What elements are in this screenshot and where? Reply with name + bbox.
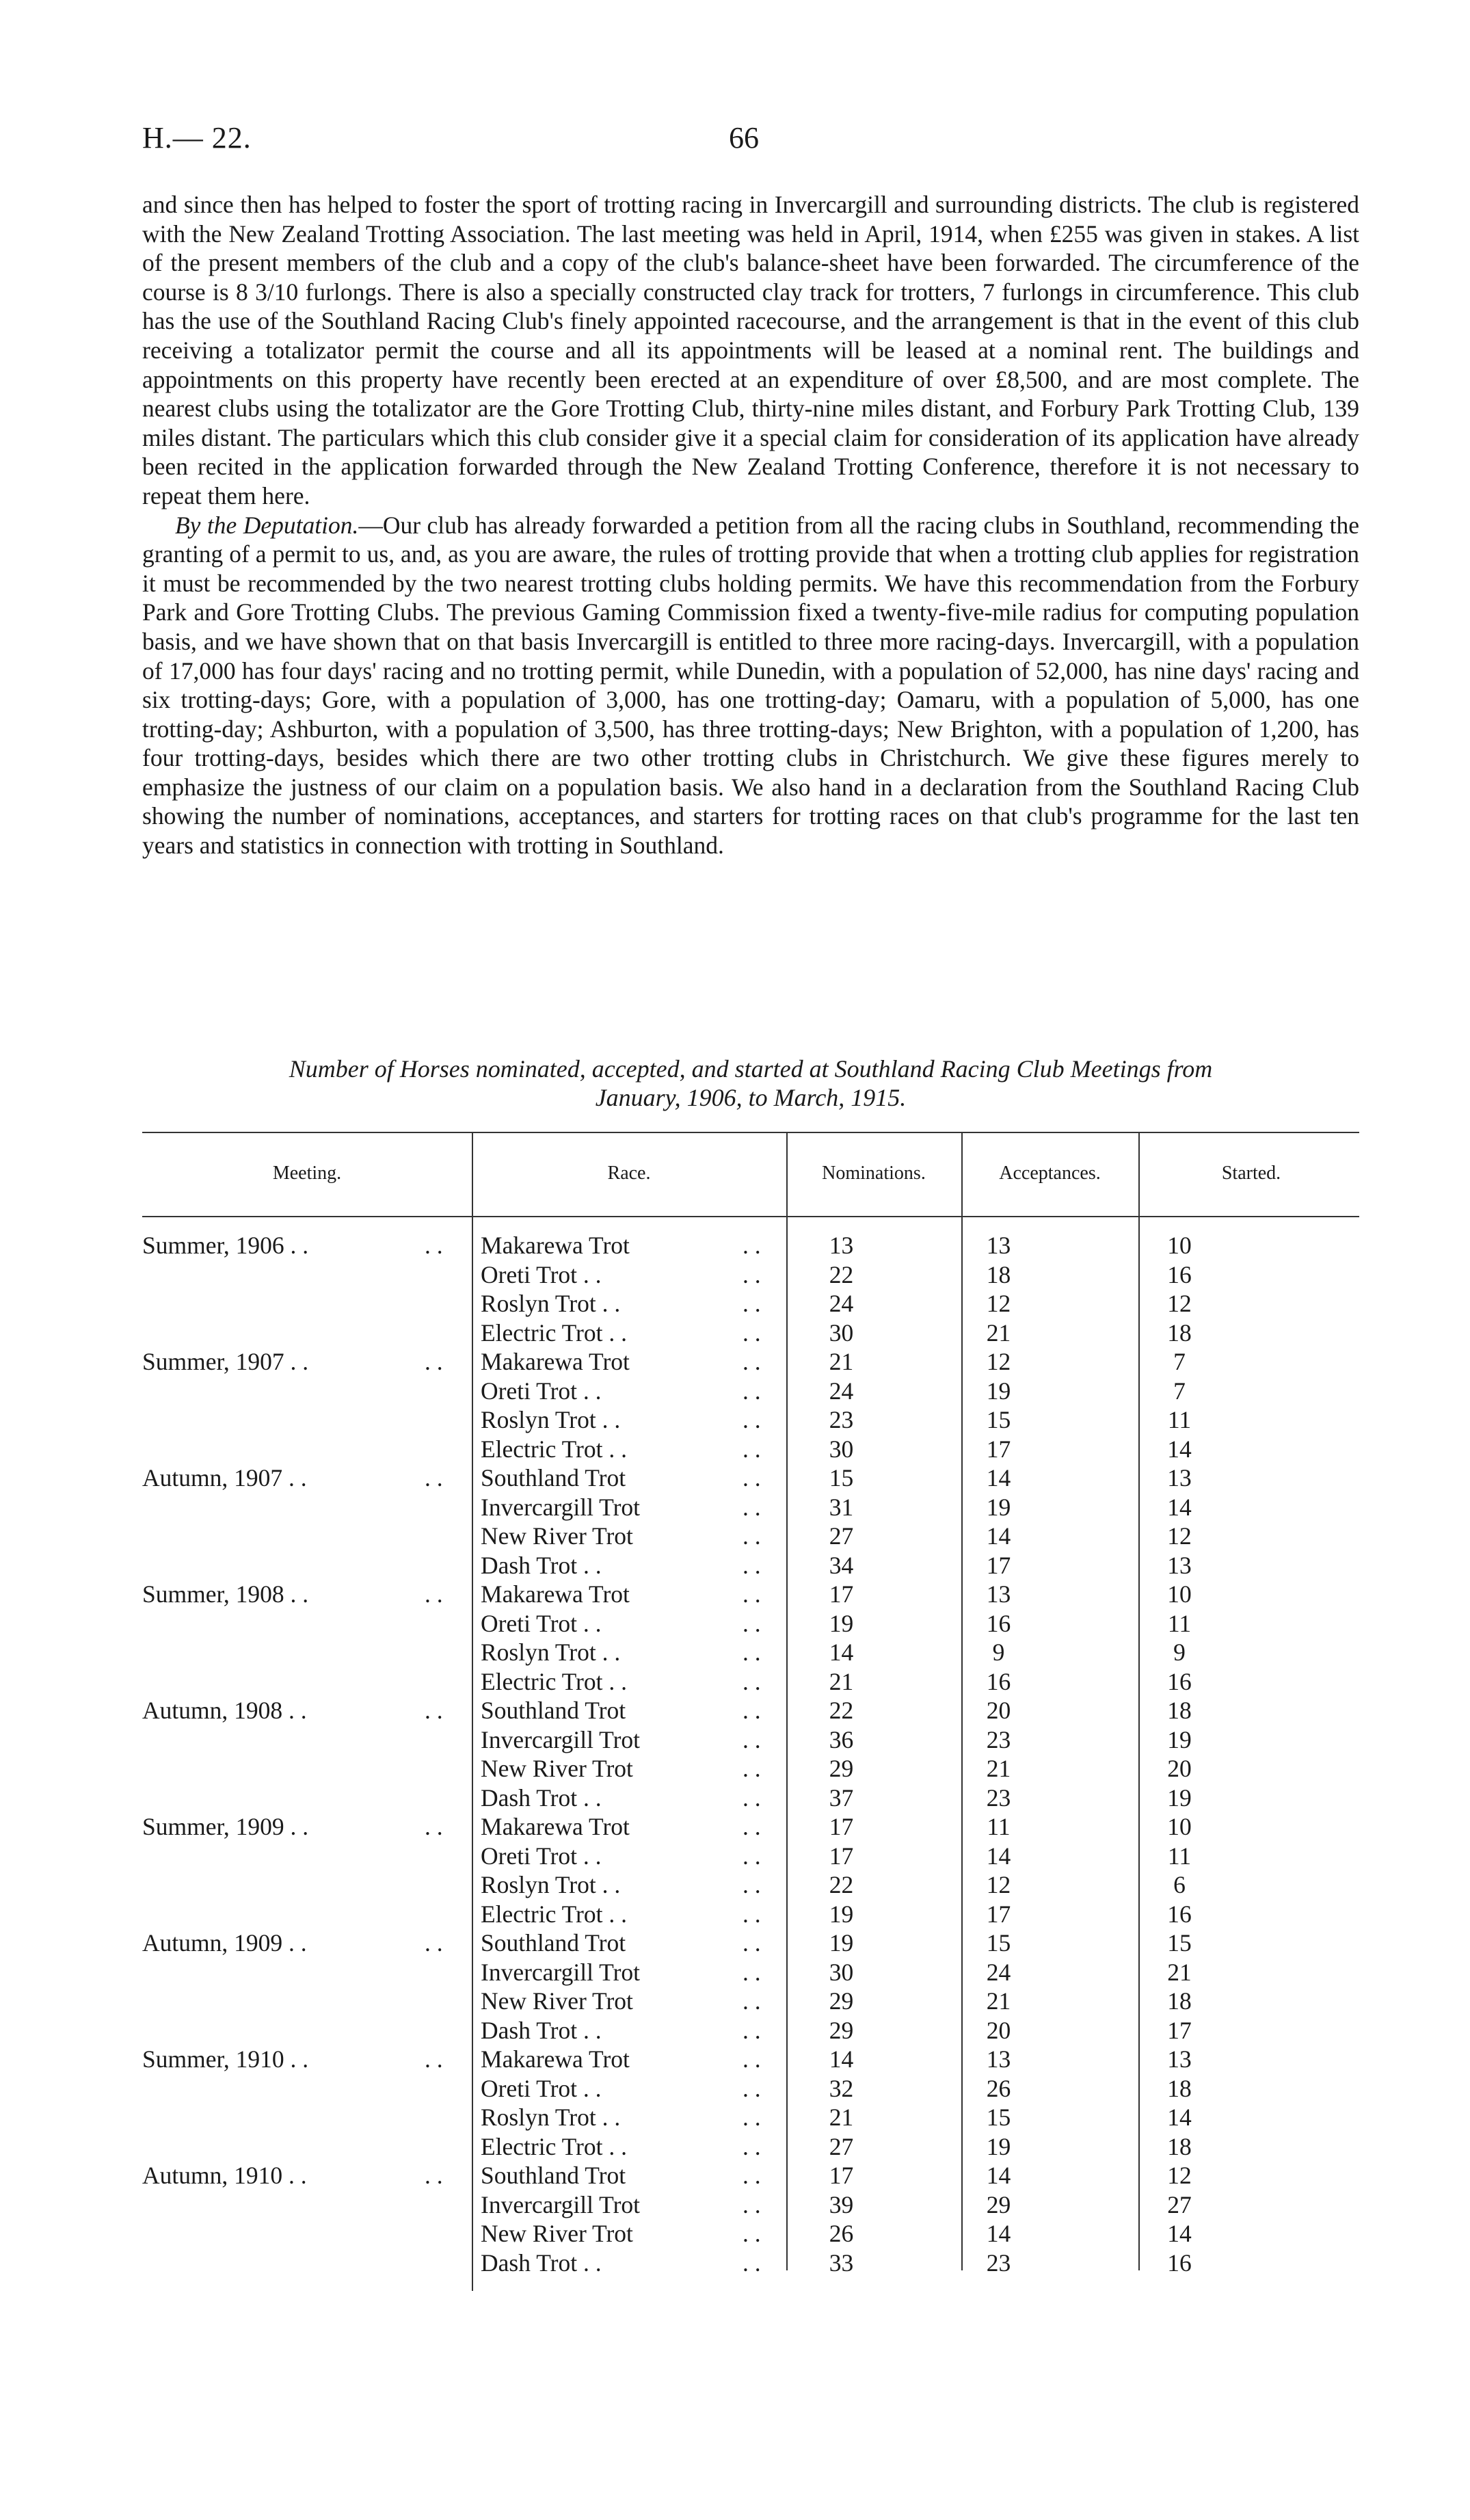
race-leader-dots: . . — [743, 1348, 761, 1375]
started-cell: 14 — [1167, 1493, 1192, 1521]
nominations-cell: 29 — [829, 2016, 854, 2044]
acceptances-cell: 20 — [986, 2016, 1011, 2044]
nominations-cell: 17 — [829, 2162, 854, 2189]
race-cell: Oreti Trot . . — [481, 1260, 602, 1288]
started-cell: 12 — [1167, 1522, 1192, 1550]
table-row — [142, 2132, 1359, 2162]
started-cell: 18 — [1167, 1987, 1192, 2015]
acceptances-cell: 13 — [986, 1580, 1011, 1608]
nominations-cell: 29 — [829, 1987, 854, 2015]
table-row — [142, 1987, 1359, 2016]
race-leader-dots: . . — [743, 1783, 761, 1812]
race-leader-dots: . . — [743, 1900, 761, 1928]
race-leader-dots: . . — [743, 1580, 761, 1608]
race-cell: Southland Trot — [481, 1929, 626, 1957]
acceptances-cell: 15 — [986, 1929, 1011, 1957]
started-cell: 9 — [1173, 1639, 1186, 1666]
race-leader-dots: . . — [743, 1522, 761, 1550]
acceptances-cell: 11 — [987, 1813, 1011, 1840]
meeting-cell: Summer, 1907 . . — [142, 1348, 309, 1375]
acceptances-cell: 9 — [992, 1639, 1005, 1666]
race-leader-dots: . . — [743, 2016, 761, 2044]
acceptances-cell: 14 — [986, 1522, 1011, 1550]
started-cell: 18 — [1167, 2132, 1192, 2160]
started-cell: 14 — [1167, 2220, 1192, 2247]
race-leader-dots: . . — [743, 1609, 761, 1637]
race-leader-dots: . . — [743, 1842, 761, 1870]
nominations-cell: 24 — [829, 1377, 854, 1405]
race-cell: Oreti Trot . . — [481, 2074, 602, 2102]
nominations-cell: 37 — [829, 1783, 854, 1812]
acceptances-cell: 14 — [986, 2220, 1011, 2247]
race-cell: Roslyn Trot . . — [481, 1406, 621, 1433]
table-row — [142, 1347, 1359, 1377]
started-cell: 16 — [1167, 2249, 1192, 2277]
race-leader-dots: . . — [743, 1406, 761, 1433]
nominations-cell: 29 — [829, 1755, 854, 1782]
nominations-cell: 21 — [829, 1348, 854, 1375]
document-reference: H.— 22. — [142, 121, 252, 155]
race-leader-dots: . . — [743, 2220, 761, 2247]
race-cell: Oreti Trot . . — [481, 1609, 602, 1637]
started-cell: 13 — [1167, 1464, 1192, 1491]
nominations-cell: 19 — [829, 1929, 854, 1957]
race-leader-dots: . . — [743, 1871, 761, 1898]
acceptances-cell: 15 — [986, 1406, 1011, 1433]
header-started: Started. — [1221, 1163, 1281, 1184]
table-row — [142, 1522, 1359, 1551]
nominations-cell: 34 — [829, 1551, 854, 1579]
acceptances-cell: 16 — [986, 1667, 1011, 1695]
started-cell: 10 — [1167, 1580, 1192, 1608]
nominations-cell: 33 — [829, 2249, 854, 2277]
race-leader-dots: . . — [743, 1318, 761, 1347]
race-cell: Dash Trot . . — [481, 2249, 602, 2277]
race-cell: Dash Trot . . — [481, 1783, 602, 1812]
meeting-cell: Autumn, 1910 . . — [142, 2162, 307, 2189]
meeting-leader-dots: . . — [425, 1232, 443, 1259]
meeting-leader-dots: . . — [425, 1813, 443, 1840]
meeting-leader-dots: . . — [425, 2045, 443, 2073]
race-cell: Dash Trot . . — [481, 2016, 602, 2044]
acceptances-cell: 23 — [986, 1725, 1011, 1753]
started-cell: 16 — [1167, 1667, 1192, 1695]
acceptances-cell: 24 — [986, 1958, 1011, 1986]
table-row — [142, 1318, 1359, 1348]
table-row — [142, 1609, 1359, 1639]
table-row — [142, 1289, 1359, 1318]
nominations-cell: 21 — [829, 2104, 854, 2131]
started-cell: 15 — [1167, 1929, 1192, 1957]
nominations-cell: 17 — [829, 1580, 854, 1608]
table-row — [142, 2074, 1359, 2104]
race-cell: Invercargill Trot — [481, 1725, 641, 1753]
nominations-cell: 23 — [829, 1406, 854, 1433]
paragraph-2-lead: By the Deputation. — [175, 511, 359, 539]
race-leader-dots: . . — [743, 1551, 761, 1579]
header-meeting: Meeting. — [272, 1163, 342, 1184]
race-cell: Southland Trot — [481, 1697, 626, 1724]
nominations-cell: 21 — [829, 1667, 854, 1695]
race-leader-dots: . . — [743, 1232, 761, 1259]
table-row — [142, 1463, 1359, 1493]
race-leader-dots: . . — [743, 1813, 761, 1840]
race-cell: Southland Trot — [481, 2162, 626, 2189]
started-cell: 19 — [1167, 1725, 1192, 1753]
table-row — [142, 1696, 1359, 1725]
table-row — [142, 2161, 1359, 2190]
table-row — [142, 2103, 1359, 2132]
started-cell: 13 — [1167, 1551, 1192, 1579]
acceptances-cell: 21 — [986, 1755, 1011, 1782]
header-acceptances: Acceptances. — [999, 1163, 1101, 1184]
race-cell: Makarewa Trot — [481, 1232, 630, 1259]
race-cell: Invercargill Trot — [481, 1958, 641, 1986]
nominations-cell: 36 — [829, 1725, 854, 1753]
race-cell: New River Trot — [481, 1522, 633, 1550]
started-cell: 11 — [1167, 1406, 1192, 1433]
meeting-leader-dots: . . — [425, 2162, 443, 2189]
acceptances-cell: 16 — [986, 1609, 1011, 1637]
acceptances-cell: 17 — [986, 1435, 1011, 1463]
race-leader-dots: . . — [743, 1260, 761, 1288]
table-row — [142, 1754, 1359, 1783]
table-row — [142, 1377, 1359, 1406]
nominations-cell: 22 — [829, 1871, 854, 1898]
table-row — [142, 1928, 1359, 1958]
nominations-cell: 17 — [829, 1813, 854, 1840]
race-leader-dots: . . — [743, 1493, 761, 1521]
meeting-cell: Summer, 1909 . . — [142, 1813, 309, 1840]
acceptances-cell: 14 — [986, 1464, 1011, 1491]
started-cell: 27 — [1167, 2190, 1192, 2218]
meeting-cell: Autumn, 1909 . . — [142, 1929, 307, 1957]
nominations-cell: 17 — [829, 1842, 854, 1870]
started-cell: 12 — [1167, 1290, 1192, 1317]
race-cell: New River Trot — [481, 1755, 633, 1782]
race-leader-dots: . . — [743, 2074, 761, 2102]
acceptances-cell: 14 — [986, 2162, 1011, 2189]
acceptances-cell: 23 — [986, 2249, 1011, 2277]
acceptances-cell: 14 — [986, 1842, 1011, 1870]
race-cell: Roslyn Trot . . — [481, 2104, 621, 2131]
meeting-cell: Summer, 1910 . . — [142, 2045, 309, 2073]
race-leader-dots: . . — [743, 1755, 761, 1782]
race-cell: Oreti Trot . . — [481, 1842, 602, 1870]
started-cell: 21 — [1167, 1958, 1192, 1986]
race-leader-dots: . . — [743, 1639, 761, 1666]
table-row — [142, 2016, 1359, 2045]
nominations-cell: 19 — [829, 1900, 854, 1928]
race-cell: Electric Trot . . — [481, 1318, 627, 1347]
started-cell: 19 — [1167, 1783, 1192, 1812]
meeting-leader-dots: . . — [425, 1464, 443, 1491]
race-cell: Makarewa Trot — [481, 1580, 630, 1608]
header-race: Race. — [607, 1163, 651, 1184]
header-nominations: Nominations. — [822, 1163, 926, 1184]
race-leader-dots: . . — [743, 2104, 761, 2131]
table-row — [142, 1900, 1359, 1929]
race-leader-dots: . . — [743, 2249, 761, 2277]
acceptances-cell: 21 — [986, 1318, 1011, 1347]
started-cell: 13 — [1167, 2045, 1192, 2073]
race-leader-dots: . . — [743, 2190, 761, 2218]
meeting-cell: Autumn, 1908 . . — [142, 1697, 307, 1724]
table-top-rule — [142, 1132, 1359, 1133]
race-cell: New River Trot — [481, 2220, 633, 2247]
race-cell: Makarewa Trot — [481, 1348, 630, 1375]
acceptances-cell: 17 — [986, 1900, 1011, 1928]
paragraph-1: and since then has helped to foster the sport of trotting racing in Invercargill and surrounding districts. The club is registered with the New Zealand Trotting Association. The last meeting was held in April, 1914, when £255 was given in stakes. A list of the present members of the club and a copy of the club's balance-sheet have been forwarded. The circumference of the course is 8 3/10 furlongs. There is also a specially constructed clay track for trotters, 7 furlongs in circumference. This club has the use of the Southland Racing Club's finely appointed racecourse, and the arrangement is that in the event of this club receiving a totalizator permit the course and all its appointments will be leased at a nominal rent. The buildings and appointments on this property have recently been erected at an expenditure of over £8,500, and are most complete. The nearest clubs using the totalizator are the Gore Trotting Club, thirty-nine miles distant, and Forbury Park Trotting Club, 139 miles distant. The particulars which this club consider give it a special claim for consideration of its application have already been recited in the application forwarded through the New Zealand Trotting Conference, therefore it is not necessary to repeat them here. — [142, 191, 1359, 509]
acceptances-cell: 19 — [986, 1377, 1011, 1405]
nominations-cell: 19 — [829, 1609, 854, 1637]
acceptances-cell: 13 — [986, 1232, 1011, 1259]
table-row — [142, 1260, 1359, 1290]
race-leader-dots: . . — [743, 1435, 761, 1463]
table-row — [142, 1551, 1359, 1580]
table-row — [142, 1958, 1359, 1987]
table-row — [142, 1435, 1359, 1464]
race-leader-dots: . . — [743, 1958, 761, 1986]
started-cell: 11 — [1167, 1609, 1192, 1637]
race-leader-dots: . . — [743, 2132, 761, 2160]
meeting-cell: Summer, 1908 . . — [142, 1580, 309, 1608]
table-row — [142, 1725, 1359, 1755]
race-cell: Roslyn Trot . . — [481, 1871, 621, 1898]
body-text — [142, 190, 1359, 860]
table-header-rule — [142, 1216, 1359, 1217]
acceptances-cell: 15 — [986, 2104, 1011, 2131]
race-cell: Oreti Trot . . — [481, 1377, 602, 1405]
nominations-cell: 30 — [829, 1318, 854, 1347]
nominations-cell: 15 — [829, 1464, 854, 1491]
race-cell: Invercargill Trot — [481, 2190, 641, 2218]
started-cell: 11 — [1167, 1842, 1192, 1870]
race-cell: Roslyn Trot . . — [481, 1290, 621, 1317]
table-row — [142, 1580, 1359, 1609]
nominations-cell: 39 — [829, 2190, 854, 2218]
race-leader-dots: . . — [743, 1987, 761, 2015]
started-cell: 16 — [1167, 1900, 1192, 1928]
race-cell: Electric Trot . . — [481, 1900, 627, 1928]
meeting-cell: Summer, 1906 . . — [142, 1232, 309, 1259]
started-cell: 20 — [1167, 1755, 1192, 1782]
table-row — [142, 1812, 1359, 1842]
nominations-cell: 32 — [829, 2074, 854, 2102]
meeting-leader-dots: . . — [425, 1348, 443, 1375]
nominations-cell: 13 — [829, 1232, 854, 1259]
race-cell: Electric Trot . . — [481, 1435, 627, 1463]
table-row — [142, 2045, 1359, 2074]
acceptances-cell: 29 — [986, 2190, 1011, 2218]
table-row — [142, 1870, 1359, 1900]
started-cell: 10 — [1167, 1232, 1192, 1259]
table-row — [142, 2219, 1359, 2249]
race-cell: Makarewa Trot — [481, 2045, 630, 2073]
race-cell: Makarewa Trot — [481, 1813, 630, 1840]
started-cell: 7 — [1173, 1377, 1186, 1405]
race-leader-dots: . . — [743, 1667, 761, 1695]
nominations-cell: 24 — [829, 1290, 854, 1317]
nominations-cell: 30 — [829, 1958, 854, 1986]
meeting-leader-dots: . . — [425, 1580, 443, 1608]
acceptances-cell: 23 — [986, 1783, 1011, 1812]
table-row — [142, 2249, 1359, 2278]
nominations-cell: 31 — [829, 1493, 854, 1521]
started-cell: 17 — [1167, 2016, 1192, 2044]
race-cell: Roslyn Trot . . — [481, 1639, 621, 1666]
started-cell: 18 — [1167, 1697, 1192, 1724]
table-row — [142, 1638, 1359, 1667]
acceptances-cell: 19 — [986, 2132, 1011, 2160]
started-cell: 14 — [1167, 2104, 1192, 2131]
acceptances-cell: 12 — [986, 1290, 1011, 1317]
table-caption-line-1: Number of Horses nominated, accepted, and started at Southland Racing Club Meetings from — [289, 1055, 1213, 1083]
table-caption-line-2: January, 1906, to March, 1915. — [595, 1084, 907, 1111]
acceptances-cell: 20 — [986, 1697, 1011, 1724]
started-cell: 10 — [1167, 1813, 1192, 1840]
table-row — [142, 1493, 1359, 1522]
acceptances-cell: 12 — [986, 1871, 1011, 1898]
table-row — [142, 1231, 1359, 1260]
nominations-cell: 22 — [829, 1697, 854, 1724]
started-cell: 12 — [1167, 2162, 1192, 2189]
nominations-cell: 14 — [829, 2045, 854, 2073]
race-cell: Southland Trot — [481, 1464, 626, 1491]
race-cell: Electric Trot . . — [481, 2132, 627, 2160]
race-leader-dots: . . — [743, 2045, 761, 2073]
table-caption — [142, 1055, 1359, 1112]
acceptances-cell: 21 — [986, 1987, 1011, 2015]
acceptances-cell: 18 — [986, 1260, 1011, 1288]
started-cell: 6 — [1173, 1871, 1186, 1898]
nominations-cell: 14 — [829, 1639, 854, 1666]
race-leader-dots: . . — [743, 1377, 761, 1405]
nominations-cell: 27 — [829, 2132, 854, 2160]
nominations-cell: 27 — [829, 1522, 854, 1550]
paragraph-2 — [142, 511, 1359, 860]
acceptances-cell: 13 — [986, 2045, 1011, 2073]
started-cell: 18 — [1167, 1318, 1192, 1347]
table-row — [142, 1783, 1359, 1813]
race-leader-dots: . . — [743, 1697, 761, 1724]
race-leader-dots: . . — [743, 1464, 761, 1491]
acceptances-cell: 17 — [986, 1551, 1011, 1579]
nominations-cell: 30 — [829, 1435, 854, 1463]
race-leader-dots: . . — [743, 1929, 761, 1957]
race-cell: Electric Trot . . — [481, 1667, 627, 1695]
race-cell: Dash Trot . . — [481, 1551, 602, 1579]
race-cell: Invercargill Trot — [481, 1493, 641, 1521]
race-leader-dots: . . — [743, 2162, 761, 2189]
race-leader-dots: . . — [743, 1725, 761, 1753]
paragraph-2-text: —Our club has already forwarded a petition from all the racing clubs in Southland, recommending the granting of a permit to us, and, as you are aware, the rules of trotting provide that when a trotting club applies for registration it must be recommended by the two nearest trotting clubs holding permits. We have this recommendation from the Forbury Park and Gore Trotting Clubs. The previous Gaming Commission fixed a twenty-five-mile radius for computing population basis, and we have shown that on that basis Invercargill is entitled to three more racing-days. Invercargill, with a population of 17,000 has four days' racing and no trotting permit, while Dunedin, with a population of 52,000, has nine days' racing and six trotting-days; Gore, with a population of 3,000, has one trotting-day; Oamaru, with a population of 5,000, has one trotting-day; Ashburton, with a population of 3,500, has three trotting-days; New Brighton, with a population of 1,200, has four trotting-days, besides which there are two other trotting clubs in Christchurch. We give these figures merely to emphasize the justness of our claim on a population basis. We also hand in a declaration from the Southland Racing Club showing the number of nominations, acceptances, and starters for trotting races on that club's programme for the last ten years and statistics in connection with trotting in Southland. — [142, 511, 1359, 860]
table-row — [142, 2190, 1359, 2220]
race-leader-dots: . . — [743, 1290, 761, 1317]
nominations-cell: 22 — [829, 1260, 854, 1288]
page-number: 66 — [729, 121, 759, 155]
acceptances-cell: 12 — [986, 1348, 1011, 1375]
acceptances-cell: 26 — [986, 2074, 1011, 2102]
race-cell: New River Trot — [481, 1987, 633, 2015]
meeting-cell: Autumn, 1907 . . — [142, 1464, 307, 1491]
started-cell: 14 — [1167, 1435, 1192, 1463]
table-row — [142, 1667, 1359, 1697]
acceptances-cell: 19 — [986, 1493, 1011, 1521]
table-row — [142, 1842, 1359, 1871]
nominations-cell: 26 — [829, 2220, 854, 2247]
started-cell: 18 — [1167, 2074, 1192, 2102]
started-cell: 7 — [1173, 1348, 1186, 1375]
meeting-leader-dots: . . — [425, 1697, 443, 1724]
started-cell: 16 — [1167, 1260, 1192, 1288]
table-row — [142, 1405, 1359, 1435]
meeting-leader-dots: . . — [425, 1929, 443, 1957]
